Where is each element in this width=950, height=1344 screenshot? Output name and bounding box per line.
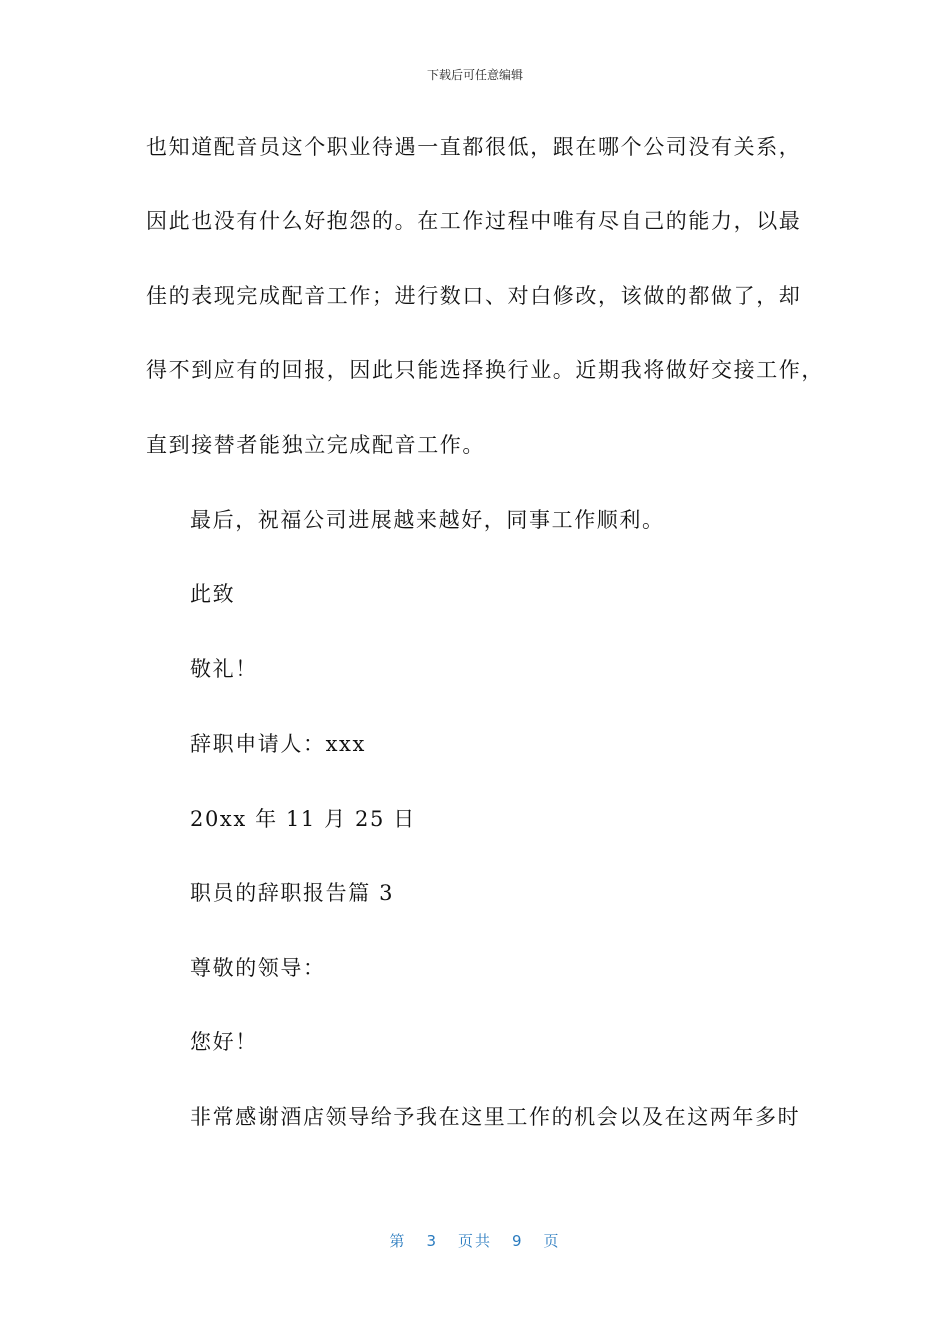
closing-wish: 最后，祝福公司进展越来越好，同事工作顺利。 — [190, 508, 665, 532]
page-label-middle: 页共 — [457, 1232, 492, 1250]
page-label-suffix: 页 — [543, 1232, 561, 1250]
paragraph-line: 得不到应有的回报，因此只能选择换行业。近期我将做好交接工作， — [146, 358, 824, 382]
applicant-signature: 辞职申请人：xxx — [190, 732, 366, 756]
paragraph-line: 非常感谢酒店领导给予我在这里工作的机会以及在这两年多时 — [190, 1105, 801, 1129]
paragraph-line: 直到接替者能独立完成配音工作。 — [146, 433, 485, 457]
salutation-closing: 此致 — [190, 582, 236, 606]
letter-date: 20xx 年 11 月 25 日 — [190, 807, 416, 831]
current-page-number: 3 — [426, 1232, 438, 1250]
total-page-number: 9 — [512, 1232, 524, 1250]
paragraph-line: 佳的表现完成配音工作；进行数口、对白修改，该做的都做了，却 — [146, 284, 802, 308]
letter-hello: 您好！ — [190, 1030, 258, 1054]
paragraph-line: 因此也没有什么好抱怨的。在工作过程中唯有尽自己的能力，以最 — [146, 209, 802, 233]
section-title: 职员的辞职报告篇 3 — [190, 881, 395, 905]
paragraph-line: 也知道配音员这个职业待遇一直都很低，跟在哪个公司没有关系， — [146, 135, 802, 159]
page-header-note: 下载后可任意编辑 — [426, 68, 523, 82]
salutation-regards: 敬礼！ — [190, 657, 258, 681]
page-label-prefix: 第 — [389, 1232, 407, 1250]
page-footer — [0, 1230, 950, 1251]
letter-greeting: 尊敬的领导： — [190, 956, 326, 980]
